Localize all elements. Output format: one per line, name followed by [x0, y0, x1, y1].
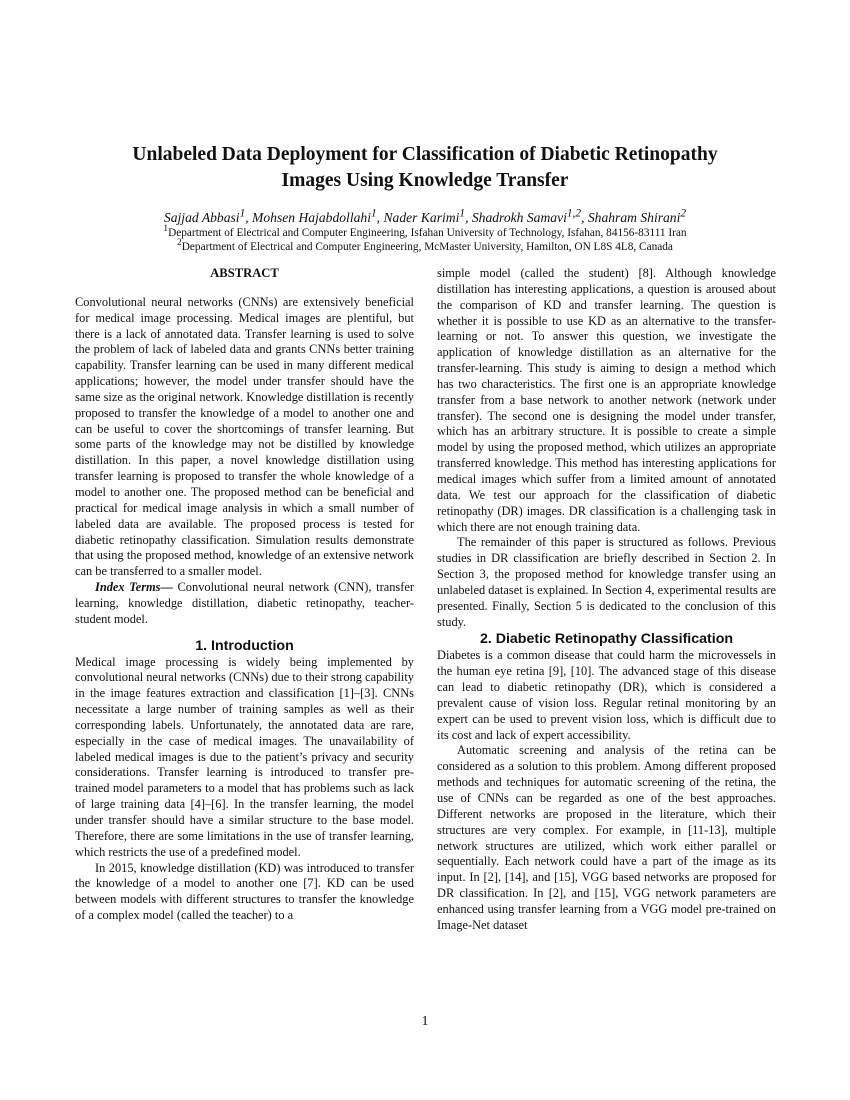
abstract-body: Convolutional neural networks (CNNs) are extensively beneficial for medical image processing. Medical images are plentiful, but there is a lack of annotated data. Transfer learning is used to solve the problem of lack of labeled data and grants CNNs better training capability. Transfer learning can be used in many different medical applications; however, the model under transfer should have the same size as the original network. Knowledge distillation is recently proposed to transfer the knowledge of a model to another one and can be useful to cover the shortcomings of transfer learning. But some parts of the knowledge may not be distilled by knowledge distillation. In this paper, a novel knowledge distillation using transfer learning is proposed to transfer the whole knowledge of a model to another one. The proposed method can be beneficial and practical for medical image analysis in which a small number of labeled data are available. The proposed process is tested for diabetic retinopathy classification. Simulation results demonstrate that using the proposed method, knowledge of an extensive network can be transferred to a smaller model. — [75, 294, 414, 579]
affiliation-1: $^1$Department of Electrical and Computer Engineering, Isfahan University of Technology, Isfahan, 84156-83111 Iran — [163, 224, 687, 239]
author: Sajjad Abbasi$^1$, — [163, 207, 253, 225]
author: Nader Karimi$^1$, — [383, 207, 472, 225]
title-line-2: Images Using Knowledge Transfer — [281, 170, 569, 191]
affiliation-2: $^2$Department of Electrical and Computer Engineering, McMaster University, Hamilton, ON L8S 4L8, Canada — [177, 238, 673, 253]
section-1-paragraph-2-continued: simple model (called the student) [8]. Although knowledge distillation has interesting applications, a question is aroused about the comparison of KD and transfer learning. The question is whether it is possible to use KD as an alternative to the transfer-learning or not. To answer this question, we investigate the application of knowledge distillation as an alternative for the transfer-learning. This study is aiming to design a method which has two characteristics. The first one is an appropriate knowledge transfer from a base network to another network (network under transfer). The second one is designing the model under transfer, which has an arbitrary structure. It is possible to create a simple model by using the proposed method, which utilizes an appropriate transferred knowledge. This method has interesting applications for medical images which suffer from a limited amount of annotated data. We test our approach for the classification of diabetic retinopathy (DR) images. DR classification is a challenging task in which there are not enough training data. — [437, 266, 776, 534]
section-2-paragraph-2: Automatic screening and analysis of the retina can be considered as a solution to this problem. Among different proposed methods and techniques for automatic screening of the retina, the use of CNNs can be regarded as one of the best approaches. Different networks are proposed in the literature, which their structures are very complex. For example, in [11-13], multiple network structures are utilized, which work either parallel or sequentially. Each network could have a part of the image as its input. In [2], [14], and [15], VGG based networks are proposed for DR classification. In [2], and [15], VGG network parameters are enhanced using transfer learning from a VGG model pre-trained on Image-Net dataset — [437, 743, 776, 932]
section-2-paragraph-1: Diabetes is a common disease that could harm the microvessels in the human eye retina [9], [10]. The advanced stage of this disease can lead to diabetic retinopathy (DR), which is considered a prevalent cause of vision loss. Regular retinal monitoring by an expert can be used to prevent vision loss, which is difficult due to its cost and lack of expert accessibility. — [437, 648, 776, 742]
section-1-heading: 1. Introduction — [195, 637, 294, 654]
section-1-paragraph-1: Medical image processing is widely being implemented by convolutional neural networks (CNNs) due to their strong capability in the image features extraction and classification [1]–[3]. CNNs necessitate a large number of training samples as well as their corresponding labels. Unfortunately, the annotated data are rare, especially in the case of medical images. The unavailability of labeled medical images is due to the patient’s privacy and security considerations. Transfer learning is introduced to transfer pre-trained model parameters to a model that has problems such as lack of large training data [4]–[6]. In the transfer learning, the model under transfer should have a similar structure to the base model. Therefore, there are some limitations in the use of transfer learning, which restricts the use of a predefined model. — [75, 654, 414, 859]
section-2-heading: 2. Diabetic Retinopathy Classification — [479, 631, 734, 648]
abstract-heading: ABSTRACT — [210, 266, 279, 280]
left-column — [75, 266, 414, 924]
author: Shadrokh Samavi$^{1,2}$, — [471, 207, 588, 225]
author: Shahram Shirani$^2$ — [587, 207, 687, 225]
paper-title — [60, 142, 790, 194]
right-column — [437, 266, 776, 934]
page-number: 1 — [421, 1014, 429, 1029]
section-1-paragraph-2: In 2015, knowledge distillation (KD) was introduced to transfer the knowledge of a model to another one [7]. KD can be used between models with different structures to transfer the knowledge of a complex model (called the teacher) to a — [75, 860, 414, 923]
index-terms: Index Terms— Convolutional neural network (CNN), transfer learning, knowledge distillation, diabetic retinopathy, teacher-student model. — [75, 580, 414, 626]
title-line-1: Unlabeled Data Deployment for Classification of Diabetic Retinopathy — [132, 144, 718, 165]
section-1-paragraph-3: The remainder of this paper is structured as follows. Previous studies in DR classification are briefly described in Section 2. In Section 3, the proposed method for knowledge transfer using an unlabeled dataset is explained. In Section 4, experimental results are presented. Finally, Section 5 is dedicated to the conclusion of this study. — [437, 535, 776, 629]
author: Mohsen Hajabdollahi$^1$, — [252, 207, 384, 225]
